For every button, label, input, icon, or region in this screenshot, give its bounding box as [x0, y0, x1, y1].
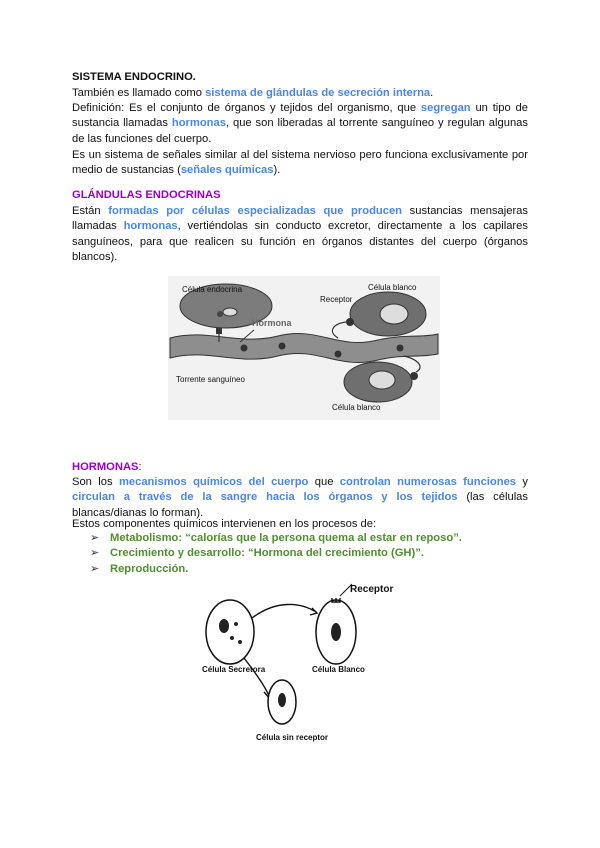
target-nucleus [331, 623, 341, 641]
signals-highlight: señales químicas [180, 164, 274, 177]
definition-text-2: un tipo de sustancia llamadas [72, 102, 528, 130]
hormonas-colon: : [138, 461, 142, 473]
hormone-molecule-3 [335, 351, 342, 358]
receptor-bottom [410, 372, 418, 380]
definition-highlight-hormonas: hormonas [171, 117, 226, 130]
label-receptor-2: Receptor [350, 584, 394, 595]
endocrine-diagram [168, 276, 440, 420]
arrow-bullet-icon: ➢ [90, 562, 100, 575]
target-nucleus-bottom [369, 371, 395, 389]
section-title-glandulas: GLÁNDULAS ENDOCRINAS [72, 189, 221, 201]
hormone-granule [217, 311, 223, 317]
intro-line [72, 86, 528, 101]
label-endocrine-cell: Célula endocrina [182, 285, 243, 294]
secretory-granule-2 [230, 636, 234, 640]
definition-paragraph [72, 101, 528, 147]
no-receptor-nucleus [278, 693, 286, 707]
hormone-molecule-4 [397, 345, 404, 352]
glandulas-text-3: , vertiéndolas sin conducto excretor, directamente a los capilares sanguíneos, para que realicen su función en órganos distantes del cuerpo (órganos blancos). [72, 220, 528, 264]
hormonas-text-3: y [516, 476, 528, 488]
release-site [216, 328, 222, 334]
label-target-cell-bottom: Célula blanco [332, 403, 381, 412]
label-blood-stream: Torrente sanguíneo [176, 375, 245, 384]
label-receptor: Receptor [320, 295, 353, 304]
signals-text-1: Es un sistema de señales similar al del sistema nervioso pero funciona exclusivamente por medio de sustancias ( [72, 149, 528, 177]
label-secretory-cell: Célula Secretora [202, 665, 266, 674]
glandulas-text-2: sustancias mensajeras llamadas [72, 205, 529, 233]
section-title-sistema-endocrino: SISTEMA ENDOCRINO. [72, 71, 196, 83]
intro-highlight: sistema de glándulas de secreción interna [205, 87, 431, 99]
glandulas-text-1: Están [72, 205, 109, 217]
glandulas-highlight-1: formadas por células especializadas que producen [108, 205, 403, 217]
label-target-cell: Célula Blanco [312, 665, 365, 674]
list-item [90, 562, 510, 577]
intro-end: . [430, 87, 434, 99]
list-item [90, 546, 510, 561]
secretory-nucleus [219, 619, 229, 633]
arrow-bullet-icon: ➢ [90, 532, 100, 544]
process-growth: Crecimiento y desarrollo: “Hormona del crecimiento (GH)”. [110, 547, 424, 560]
receptor-top [346, 318, 354, 326]
hormone-molecule-2 [279, 343, 286, 350]
hormonas-highlight-3: circulan a través de la sangre hacia los órganos y los tejidos [72, 491, 458, 504]
arrow-to-no-receptor [244, 658, 270, 698]
definition-text-3: , que son liberadas al torrente sanguíneo y regulan algunas de las funciones del cuerpo. [72, 117, 528, 145]
hormone-target-diagram [196, 580, 406, 745]
hormonas-text-2: que [308, 476, 340, 488]
process-reproduction: Reproducción. [110, 562, 189, 575]
hormonas-text-4: (las células blancas/dianas lo forman). [72, 491, 529, 519]
list-item [90, 531, 510, 546]
glandulas-highlight-2: hormonas [123, 220, 178, 233]
arrow-to-target [252, 604, 316, 618]
signals-text-2: ). [273, 164, 281, 177]
hormonas-heading [72, 460, 528, 475]
processes-intro: Estos componentes químicos intervienen en los procesos de: [72, 518, 377, 530]
glandulas-paragraph [72, 204, 528, 266]
intro-text: También es llamado como [72, 87, 206, 99]
hormonas-paragraph [72, 475, 528, 521]
secretory-granule-3 [238, 640, 242, 644]
secretory-cell [206, 600, 254, 664]
hormonas-highlight-1: mecanismos químicos del cuerpo [118, 476, 309, 488]
signals-paragraph [72, 148, 528, 179]
arrow-bullet-icon: ➢ [90, 547, 100, 560]
process-list [90, 531, 510, 577]
section-title-hormonas: HORMONAS [72, 461, 139, 473]
definition-text-1: Definición: Es el conjunto de órganos y tejidos del organismo, que [72, 102, 421, 114]
endocrine-nucleus [223, 308, 237, 316]
target-nucleus-top [380, 304, 408, 324]
hormonas-highlight-2: controlan numerosas funciones [339, 476, 517, 488]
hormonas-text-1: Son los [72, 476, 119, 488]
hormone-molecule-1 [241, 345, 248, 352]
definition-highlight-segregan: segregan [420, 102, 471, 114]
label-hormone: Hormona [252, 318, 292, 328]
process-metabolism: Metabolismo: “calorías que la persona quema al estar en reposo”. [110, 532, 462, 544]
label-no-receptor: Célula sin receptor [256, 733, 329, 742]
label-target-cell-top: Célula blanco [368, 283, 417, 292]
secretory-granule-1 [234, 622, 238, 626]
